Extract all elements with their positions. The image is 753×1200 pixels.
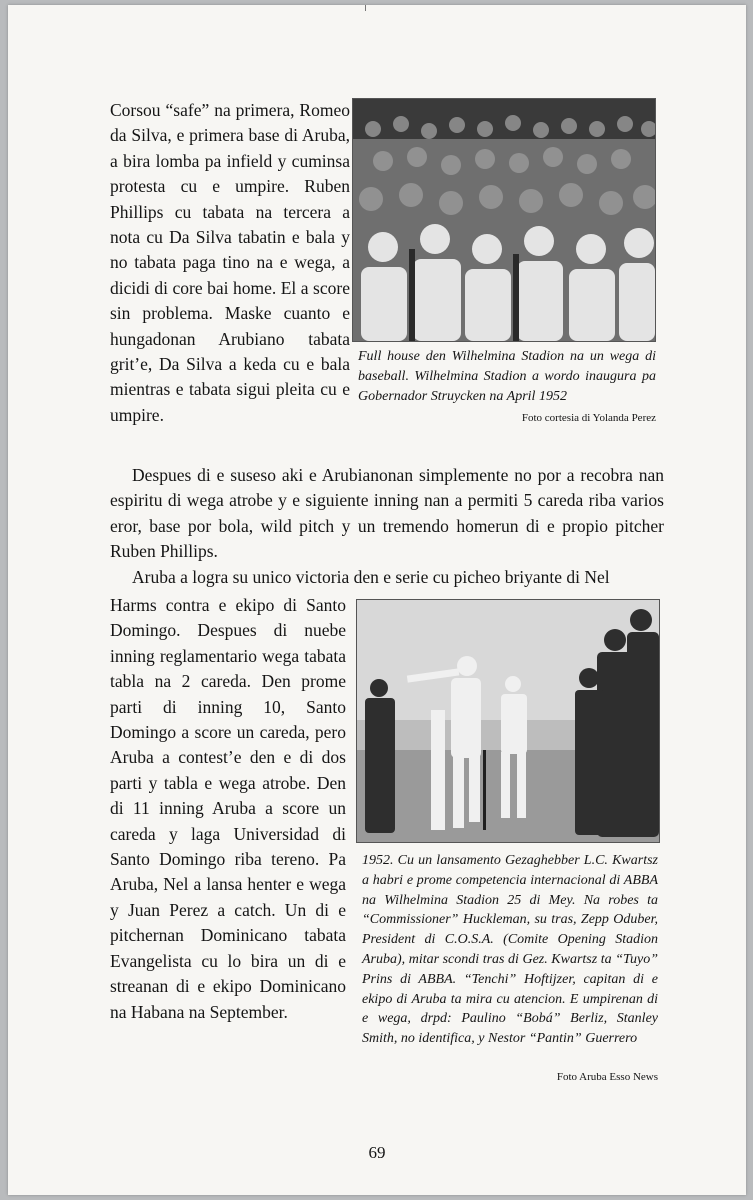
book-page <box>8 5 746 1195</box>
photo-1-credit: Foto cortesia di Yolanda Perez <box>521 412 656 424</box>
text-column-bottom: Harms contra e ekipo di Santo Domingo. Despues di nuebe inning reglamentario wega tabata tabla na 2 careda. Den prome parti di inning 10, Santo Domingo a score un careda, pero Aruba a contest’e den e di dos parti y tabla e wega atrobe. Den di 11 inning Aruba a score un careda y laga Universidad di Santo Domingo riba tereno. Pa Aruba, Nel a lansa henter e wega y Juan Perez a catch. Un di e pitchernan Dominicano tabata Evangelista cu lo bira un di e streanan di e ekipo Dominicano na Habana na September. <box>110 595 346 1022</box>
paragraph-2: Despues di e suseso aki e Arubianonan simplemente no por a recobra nan espiritu di wega atrobe y e siguiente inning nan a permiti 5 careda riba varios eror, base por bola, wild pitch y un tremendo homerun di e propio pitcher Ruben Phillips. <box>110 465 664 562</box>
page-number: 69 <box>368 1143 386 1162</box>
paragraph-3-start: Aruba a logra su unico victoria den e serie cu picheo briyante di Nel <box>132 566 610 587</box>
stadium-crowd-photo <box>352 98 656 342</box>
binding-mark <box>365 5 366 11</box>
text-column-top: Corsou “safe” na primera, Romeo da Silva, e primera base di Aruba, a bira lomba pa infield y cuminsa protesta cu e umpire. Ruben Phillips cu tabata na tercera a nota cu Da Silva tabatin e bala y no tabata paga tino na e wega, a dicidi di core bai home. El a score sin problema. Maske cuanto e hungadonan Arubiano tabata grit’e, Da Silva a keda cu e bala mientras e tabata sigui pleita cu e umpire. <box>110 100 350 425</box>
photo-2-credit: Foto Aruba Esso News <box>556 1071 658 1083</box>
photo-1-caption: Full house den Wilhelmina Stadion na un wega di baseball. Wilhelmina Stadion a wordo inaugura pa Gobernador Struycken na April 1952 <box>358 349 656 404</box>
body-paragraphs <box>110 463 664 590</box>
photo-2-caption: 1952. Cu un lansamento Gezaghebber L.C. Kwartsz a habri e prome competencia internacional di ABBA na Wilhelmina Stadion 25 di Mey. Na robes ta “Commissioner” Huckleman, su tras, Zepp Oduber, President di C.O.S.A. (Comite Opening Stadion Aruba), mitar scondi tras di Gez. Kwartsz ta “Tuyo” Prins di ABBA. “Tenchi” Hoftijzer, capitan di e ekipo di Aruba ta mira cu atencion. E umpirenan di e wega, drpd: Paulino “Bobá” Berliz, Stanley Smith, no identifica, y Nestor “Pantin” Guerrero <box>362 853 658 1047</box>
opening-pitch-photo <box>356 599 660 843</box>
